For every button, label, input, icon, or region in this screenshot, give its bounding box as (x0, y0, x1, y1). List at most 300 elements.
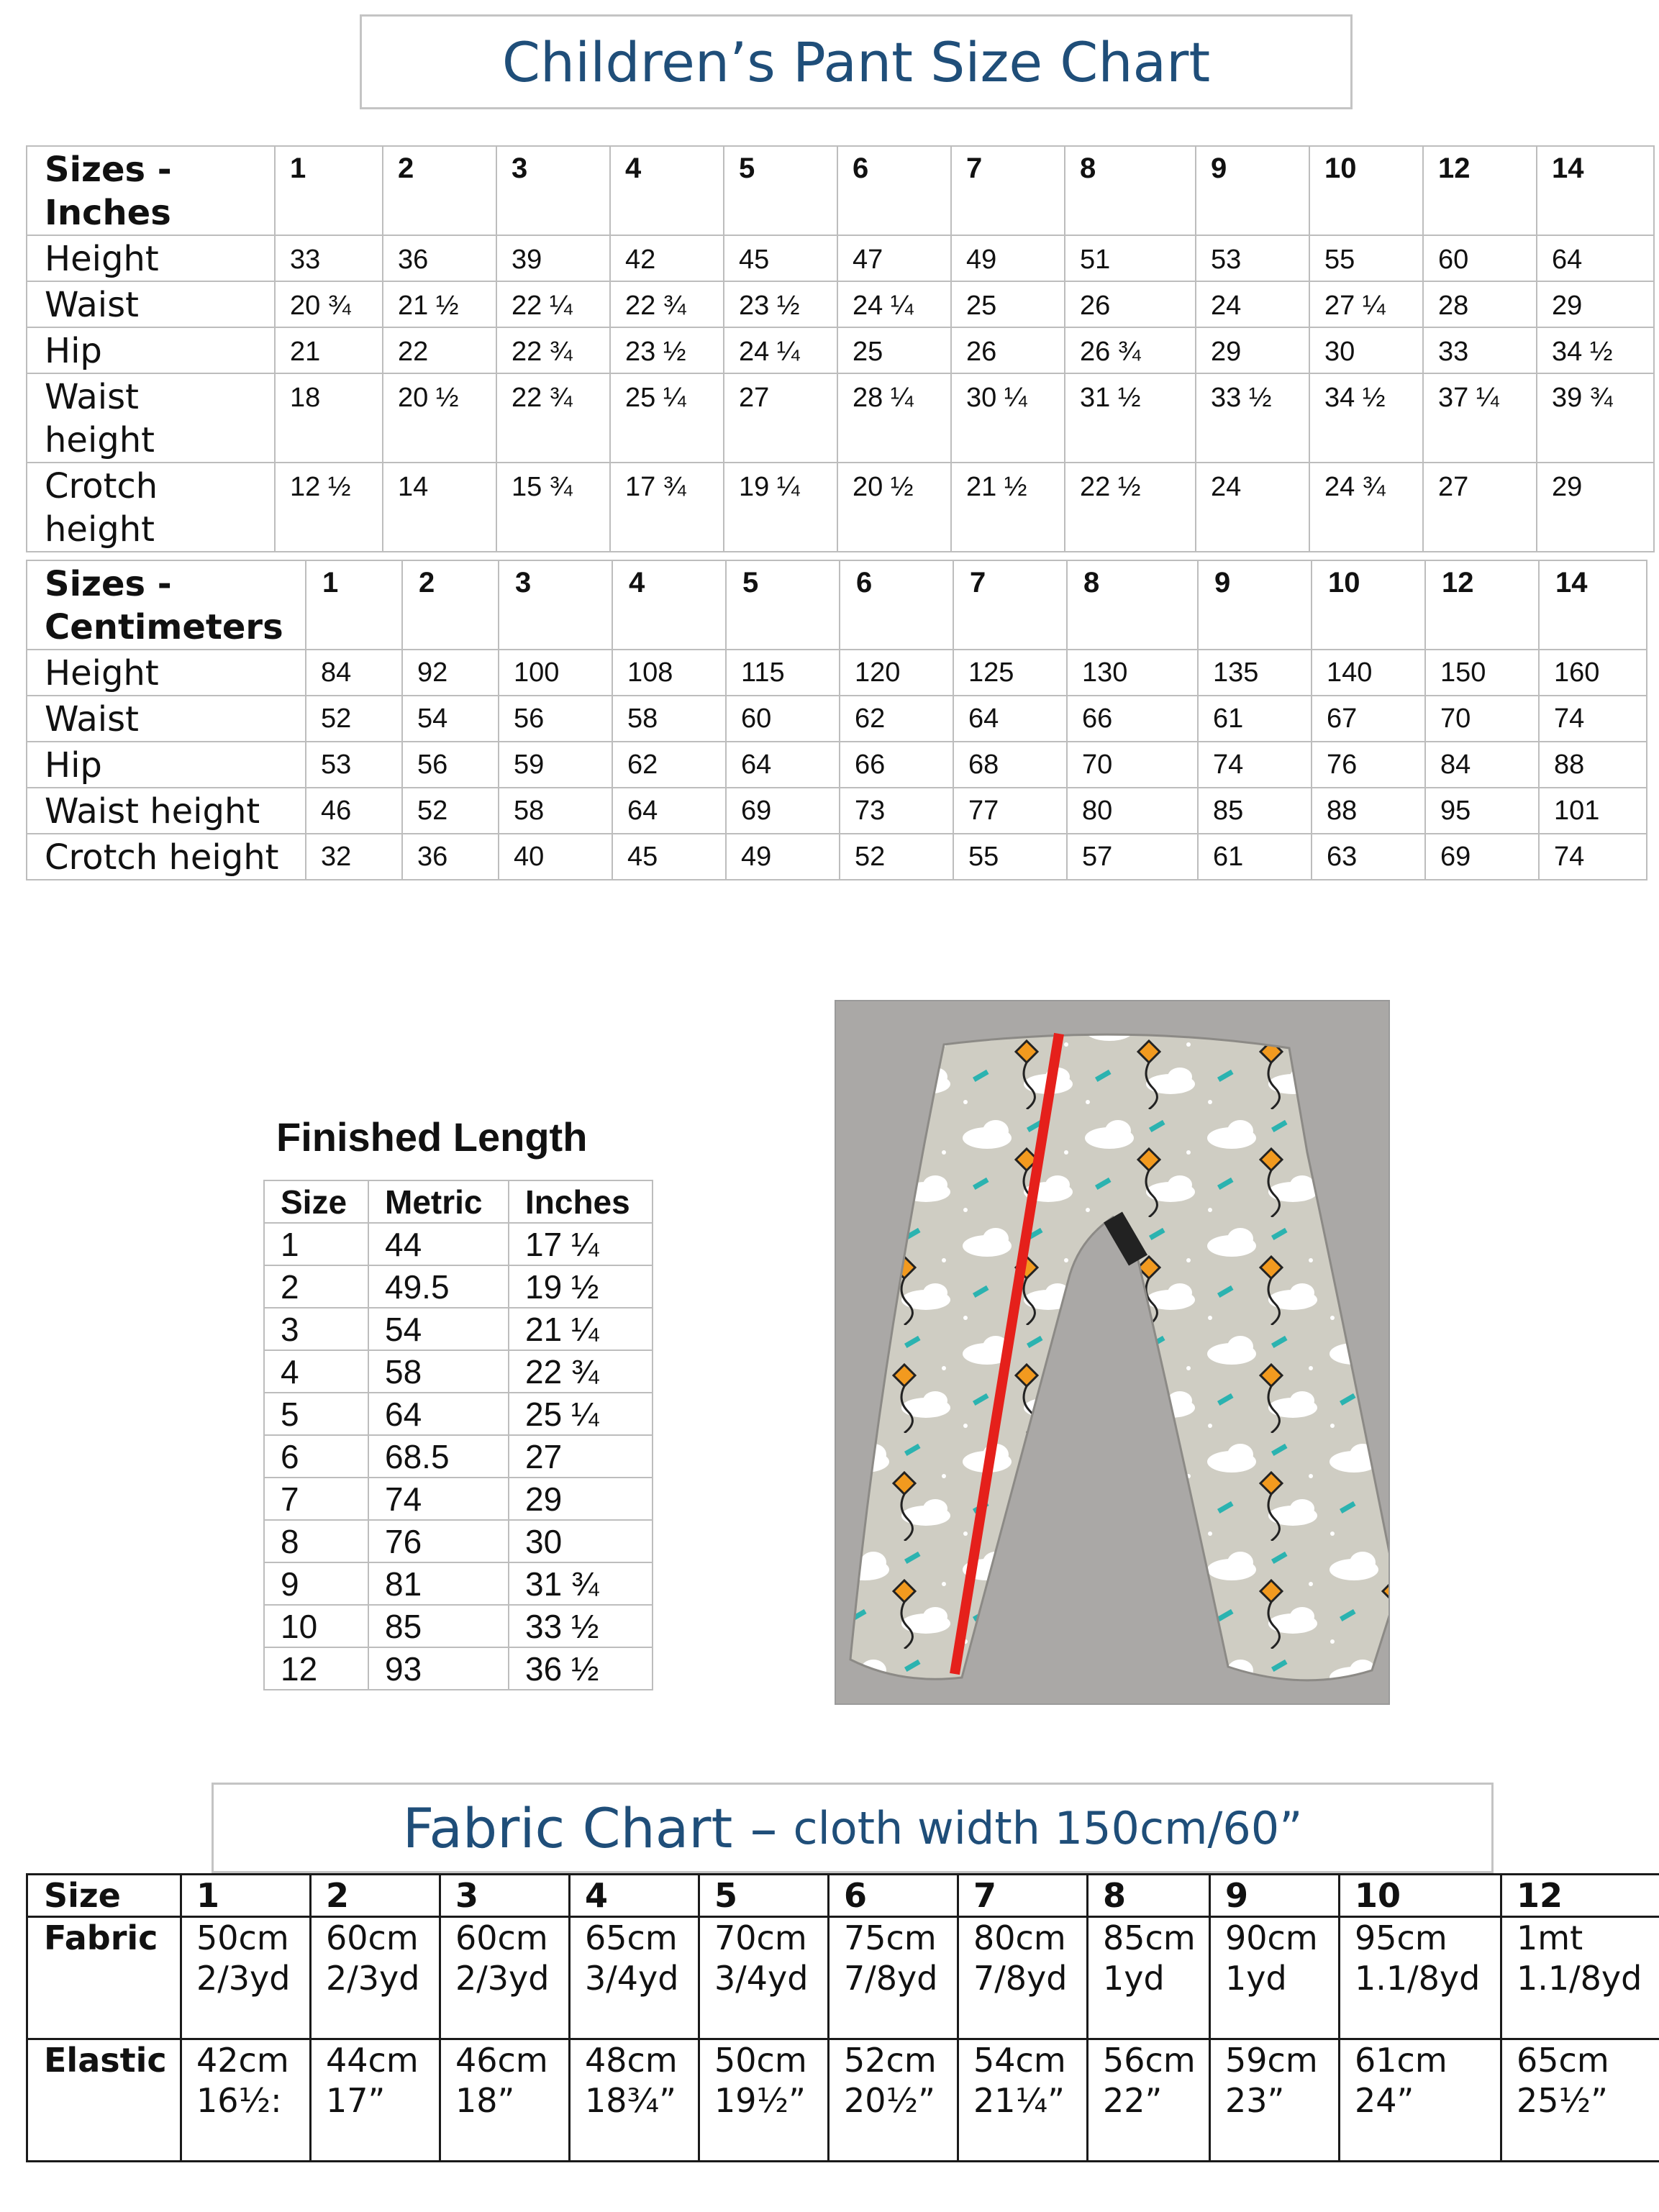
size-header: 6 (837, 146, 951, 235)
table-cell: 62 (612, 742, 726, 788)
cell-line: 1mt (1517, 1919, 1583, 1957)
cell-line: 23” (1225, 2081, 1285, 2120)
table-cell (958, 1917, 1088, 2039)
fabric-header-row (27, 1875, 1659, 1917)
table-cell: 17 ¾ (610, 463, 724, 552)
inches-size-table (26, 145, 1655, 552)
cell-line: 85cm (1103, 1919, 1196, 1957)
table-cell: 74 (1198, 742, 1312, 788)
table-cell: 45 (612, 834, 726, 880)
table-cell: 70 (1067, 742, 1198, 788)
row-label: Height (27, 235, 275, 281)
table-cell: 66 (840, 742, 953, 788)
table-cell: 39 (496, 235, 610, 281)
table-cell: 21 (275, 327, 383, 373)
table-cell: 44 (368, 1223, 509, 1265)
table-cell (440, 1917, 570, 2039)
size-header: 7 (951, 146, 1065, 235)
table-cell (958, 2039, 1088, 2162)
table-cell: 25 ¼ (509, 1393, 653, 1435)
size-header: 1 (181, 1875, 311, 1917)
table-row (27, 650, 1647, 696)
cell-line: 1.1/8yd (1355, 1959, 1481, 1998)
inches-header-label (27, 146, 275, 235)
table-cell: 130 (1067, 650, 1198, 696)
cell-line: 44cm (326, 2041, 419, 2080)
table-row (27, 2039, 1659, 2162)
table-cell: 22 (383, 327, 496, 373)
table-cell: 70 (1425, 696, 1539, 742)
table-cell: 45 (724, 235, 837, 281)
table-cell: 33 (275, 235, 383, 281)
cell-line: 50cm (714, 2041, 807, 2080)
table-cell: 5 (264, 1393, 368, 1435)
table-cell: 23 ½ (724, 281, 837, 327)
page-title-text: Children’s Pant Size Chart (501, 29, 1211, 94)
size-header: 9 (1198, 560, 1312, 650)
table-row (264, 1478, 653, 1520)
finished-length-table (263, 1180, 653, 1690)
table-cell: 63 (1312, 834, 1425, 880)
row-label: Elastic (27, 2039, 181, 2162)
table-cell: 64 (612, 788, 726, 834)
table-row (27, 281, 1654, 327)
table-cell: 69 (726, 788, 840, 834)
table-cell (440, 2039, 570, 2162)
size-header: 8 (1067, 560, 1198, 650)
cell-line: 48cm (585, 2041, 678, 2080)
table-cell: 9 (264, 1562, 368, 1605)
cm-header-label (27, 560, 306, 650)
header-label-line: Centimeters (45, 607, 283, 647)
table-cell: 49 (726, 834, 840, 880)
table-cell: 31 ¾ (509, 1562, 653, 1605)
cell-line: 21¼” (973, 2081, 1065, 2120)
table-cell: 55 (1309, 235, 1423, 281)
table-row (27, 463, 1654, 552)
table-cell: 54 (402, 696, 499, 742)
fabric-header-label: Size (27, 1875, 181, 1917)
table-cell: 73 (840, 788, 953, 834)
row-label: Hip (27, 327, 275, 373)
cell-line: 16½: (196, 2081, 282, 2120)
cell-line: 56cm (1103, 2041, 1196, 2080)
table-cell: 53 (1196, 235, 1309, 281)
table-cell: 40 (499, 834, 612, 880)
cell-line: 75cm (844, 1919, 937, 1957)
table-cell: 20 ¾ (275, 281, 383, 327)
centimeters-size-table (26, 560, 1647, 880)
table-cell: 15 ¾ (496, 463, 610, 552)
size-header: 6 (829, 1875, 958, 1917)
cell-line: 65cm (1517, 2041, 1609, 2080)
table-cell: 10 (264, 1605, 368, 1647)
table-cell: 26 ¾ (1065, 327, 1196, 373)
table-cell: 160 (1539, 650, 1647, 696)
table-cell: 29 (509, 1478, 653, 1520)
cell-line: 1yd (1103, 1959, 1165, 1998)
table-cell: 140 (1312, 650, 1425, 696)
inches-header-row (27, 146, 1654, 235)
table-cell: 33 ½ (1196, 373, 1309, 463)
size-header: 5 (699, 1875, 829, 1917)
table-row (27, 327, 1654, 373)
column-header: Size (264, 1180, 368, 1223)
table-cell (1501, 1917, 1659, 2039)
table-cell: 51 (1065, 235, 1196, 281)
cell-line: 52cm (844, 2041, 937, 2080)
table-cell: 28 (1423, 281, 1537, 327)
table-cell: 29 (1196, 327, 1309, 373)
table-cell: 74 (1539, 696, 1647, 742)
cell-line: 7/8yd (973, 1959, 1068, 1998)
table-cell (699, 1917, 829, 2039)
table-cell: 81 (368, 1562, 509, 1605)
table-cell: 84 (1425, 742, 1539, 788)
table-cell: 31 ½ (1065, 373, 1196, 463)
row-label-line: Crotch (45, 466, 158, 506)
table-cell: 39 ¾ (1537, 373, 1654, 463)
table-cell: 150 (1425, 650, 1539, 696)
size-header: 4 (610, 146, 724, 235)
row-label: Waist (27, 696, 306, 742)
table-cell (1340, 1917, 1501, 2039)
table-cell: 21 ½ (383, 281, 496, 327)
table-cell: 67 (1312, 696, 1425, 742)
header-label-line: Sizes - (45, 150, 172, 190)
table-cell: 77 (953, 788, 1067, 834)
row-label: Hip (27, 742, 306, 788)
page-title (360, 14, 1353, 109)
column-header: Metric (368, 1180, 509, 1223)
table-cell: 64 (953, 696, 1067, 742)
table-row (27, 742, 1647, 788)
table-row (27, 1917, 1659, 2039)
table-cell: 27 (509, 1435, 653, 1478)
table-cell: 24 ¾ (1309, 463, 1423, 552)
table-cell: 120 (840, 650, 953, 696)
table-cell: 20 ½ (383, 373, 496, 463)
table-cell: 24 (1196, 281, 1309, 327)
table-cell: 68 (953, 742, 1067, 788)
size-header: 10 (1340, 1875, 1501, 1917)
cell-line: 65cm (585, 1919, 678, 1957)
size-header: 12 (1501, 1875, 1659, 1917)
cell-line: 42cm (196, 2041, 289, 2080)
table-cell: 24 (1196, 463, 1309, 552)
table-cell: 49 (951, 235, 1065, 281)
cell-line: 80cm (973, 1919, 1066, 1957)
table-cell: 22 ¾ (509, 1350, 653, 1393)
table-cell: 29 (1537, 463, 1654, 552)
table-row (264, 1605, 653, 1647)
table-cell: 27 (724, 373, 837, 463)
header-label-line: Sizes - (45, 564, 172, 604)
row-label-line: height (45, 509, 155, 550)
table-cell: 47 (837, 235, 951, 281)
cell-line: 2/3yd (455, 1959, 550, 1998)
table-row (264, 1265, 653, 1308)
size-header: 12 (1425, 560, 1539, 650)
table-cell: 4 (264, 1350, 368, 1393)
table-row (264, 1520, 653, 1562)
cell-line: 60cm (326, 1919, 419, 1957)
table-cell: 125 (953, 650, 1067, 696)
cell-line: 3/4yd (585, 1959, 679, 1998)
table-row (27, 834, 1647, 880)
cell-line: 19½” (714, 2081, 806, 2120)
table-cell: 52 (840, 834, 953, 880)
table-cell: 76 (1312, 742, 1425, 788)
table-cell: 24 ¼ (837, 281, 951, 327)
table-cell: 52 (306, 696, 402, 742)
table-cell: 36 (383, 235, 496, 281)
table-cell (1340, 2039, 1501, 2162)
size-header: 10 (1309, 146, 1423, 235)
table-cell (181, 1917, 311, 2039)
size-header: 2 (402, 560, 499, 650)
cell-line: 54cm (973, 2041, 1066, 2080)
table-cell (699, 2039, 829, 2162)
table-cell: 24 ¼ (724, 327, 837, 373)
size-header: 8 (1065, 146, 1196, 235)
table-cell: 74 (368, 1478, 509, 1520)
cell-line: 1.1/8yd (1517, 1959, 1642, 1998)
table-cell: 49.5 (368, 1265, 509, 1308)
size-header: 3 (496, 146, 610, 235)
table-cell: 92 (402, 650, 499, 696)
size-header: 4 (612, 560, 726, 650)
size-header: 1 (306, 560, 402, 650)
table-cell: 21 ½ (951, 463, 1065, 552)
table-cell: 30 (509, 1520, 653, 1562)
table-cell: 57 (1067, 834, 1198, 880)
cell-line: 7/8yd (844, 1959, 938, 1998)
table-cell: 34 ½ (1309, 373, 1423, 463)
table-cell (311, 1917, 440, 2039)
table-cell (181, 2039, 311, 2162)
row-label: Crotch height (27, 834, 306, 880)
table-row (264, 1393, 653, 1435)
table-cell: 6 (264, 1435, 368, 1478)
cell-line: 60cm (455, 1919, 548, 1957)
table-cell: 25 (837, 327, 951, 373)
cell-line: 70cm (714, 1919, 807, 1957)
table-cell: 64 (1537, 235, 1654, 281)
size-header: 7 (953, 560, 1067, 650)
table-cell: 36 (402, 834, 499, 880)
table-cell: 60 (726, 696, 840, 742)
size-header: 9 (1196, 146, 1309, 235)
size-header: 12 (1423, 146, 1537, 235)
size-header: 4 (570, 1875, 699, 1917)
table-row (27, 235, 1654, 281)
table-cell (570, 2039, 699, 2162)
size-header: 14 (1539, 560, 1647, 650)
table-cell: 25 (951, 281, 1065, 327)
table-row (264, 1562, 653, 1605)
size-header: 1 (275, 146, 383, 235)
table-cell: 22 ½ (1065, 463, 1196, 552)
size-header: 2 (383, 146, 496, 235)
row-label: Waist height (27, 788, 306, 834)
table-cell: 36 ½ (509, 1647, 653, 1690)
table-cell: 85 (368, 1605, 509, 1647)
table-cell: 14 (383, 463, 496, 552)
cell-line: 2/3yd (326, 1959, 420, 1998)
row-label: Height (27, 650, 306, 696)
table-cell: 12 (264, 1647, 368, 1690)
table-cell (1088, 1917, 1210, 2039)
column-header: Inches (509, 1180, 653, 1223)
table-row (264, 1350, 653, 1393)
table-cell: 68.5 (368, 1435, 509, 1478)
table-cell: 2 (264, 1265, 368, 1308)
table-cell: 61 (1198, 834, 1312, 880)
table-row (27, 373, 1654, 463)
table-cell: 101 (1539, 788, 1647, 834)
table-cell: 55 (953, 834, 1067, 880)
table-cell: 18 (275, 373, 383, 463)
cell-line: 18” (455, 2081, 515, 2120)
table-cell: 60 (1423, 235, 1537, 281)
table-cell (1210, 1917, 1340, 2039)
cell-line: 59cm (1225, 2041, 1318, 2080)
cell-line: 95cm (1355, 1919, 1447, 1957)
table-cell: 22 ¾ (496, 327, 610, 373)
table-cell: 26 (1065, 281, 1196, 327)
table-row (27, 696, 1647, 742)
cell-line: 22” (1103, 2081, 1163, 2120)
table-cell: 32 (306, 834, 402, 880)
table-cell: 30 ¼ (951, 373, 1065, 463)
table-cell: 46 (306, 788, 402, 834)
table-cell: 59 (499, 742, 612, 788)
fabric-chart-table (26, 1873, 1659, 2162)
header-label-line: Inches (45, 193, 171, 233)
table-cell: 26 (951, 327, 1065, 373)
table-cell: 53 (306, 742, 402, 788)
row-label (27, 373, 275, 463)
table-cell: 69 (1425, 834, 1539, 880)
table-cell: 66 (1067, 696, 1198, 742)
table-row (264, 1223, 653, 1265)
table-cell: 37 ¼ (1423, 373, 1537, 463)
cell-line: 3/4yd (714, 1959, 809, 1998)
row-label: Fabric (27, 1917, 181, 2039)
table-cell: 33 ½ (509, 1605, 653, 1647)
table-cell: 62 (840, 696, 953, 742)
row-label-line: Waist (45, 377, 139, 417)
table-cell: 58 (368, 1350, 509, 1393)
table-cell: 42 (610, 235, 724, 281)
table-cell: 88 (1312, 788, 1425, 834)
size-header: 10 (1312, 560, 1425, 650)
table-cell: 1 (264, 1223, 368, 1265)
table-cell: 80 (1067, 788, 1198, 834)
table-cell: 61 (1198, 696, 1312, 742)
table-cell (570, 1917, 699, 2039)
table-cell: 19 ¼ (724, 463, 837, 552)
fabric-chart-subtitle: cloth width 150cm/60” (793, 1801, 1303, 1854)
table-cell: 28 ¼ (837, 373, 951, 463)
table-cell: 85 (1198, 788, 1312, 834)
table-cell: 22 ¾ (496, 373, 610, 463)
table-cell: 25 ¼ (610, 373, 724, 463)
table-cell (1088, 2039, 1210, 2162)
cell-line: 90cm (1225, 1919, 1318, 1957)
table-cell: 34 ½ (1537, 327, 1654, 373)
cell-line: 46cm (455, 2041, 548, 2080)
table-cell: 135 (1198, 650, 1312, 696)
table-cell: 19 ½ (509, 1265, 653, 1308)
table-cell: 64 (368, 1393, 509, 1435)
table-cell: 27 (1423, 463, 1537, 552)
size-header: 5 (726, 560, 840, 650)
table-cell (1501, 2039, 1659, 2162)
table-cell: 29 (1537, 281, 1654, 327)
table-row (264, 1308, 653, 1350)
row-label-line: height (45, 420, 155, 460)
table-cell: 54 (368, 1308, 509, 1350)
table-row (264, 1435, 653, 1478)
table-cell: 56 (499, 696, 612, 742)
table-cell: 17 ¼ (509, 1223, 653, 1265)
cell-line: 50cm (196, 1919, 289, 1957)
table-cell: 115 (726, 650, 840, 696)
table-cell (829, 2039, 958, 2162)
table-cell: 93 (368, 1647, 509, 1690)
finished-length-title: Finished Length (276, 1114, 588, 1160)
table-cell: 56 (402, 742, 499, 788)
size-header: 7 (958, 1875, 1088, 1917)
table-cell: 8 (264, 1520, 368, 1562)
cell-line: 2/3yd (196, 1959, 291, 1998)
cell-line: 61cm (1355, 2041, 1447, 2080)
size-header: 9 (1210, 1875, 1340, 1917)
table-cell: 64 (726, 742, 840, 788)
table-cell (311, 2039, 440, 2162)
table-cell: 22 ¼ (496, 281, 610, 327)
size-header: 8 (1088, 1875, 1210, 1917)
table-cell: 58 (612, 696, 726, 742)
size-header: 6 (840, 560, 953, 650)
table-cell: 33 (1423, 327, 1537, 373)
size-header: 3 (499, 560, 612, 650)
size-header: 14 (1537, 146, 1654, 235)
table-cell: 58 (499, 788, 612, 834)
table-cell: 108 (612, 650, 726, 696)
size-header: 2 (311, 1875, 440, 1917)
cell-line: 24” (1355, 2081, 1414, 2120)
cm-header-row (27, 560, 1647, 650)
row-label (27, 463, 275, 552)
cell-line: 17” (326, 2081, 386, 2120)
table-cell: 21 ¼ (509, 1308, 653, 1350)
pants-photo (835, 1000, 1390, 1705)
table-row (27, 788, 1647, 834)
table-cell: 52 (402, 788, 499, 834)
cell-line: 20½” (844, 2081, 935, 2120)
table-cell: 3 (264, 1308, 368, 1350)
fabric-chart-title-text: Fabric Chart – (402, 1795, 778, 1860)
size-header: 3 (440, 1875, 570, 1917)
table-cell: 7 (264, 1478, 368, 1520)
table-cell: 95 (1425, 788, 1539, 834)
cell-line: 1yd (1225, 1959, 1287, 1998)
table-cell: 74 (1539, 834, 1647, 880)
finished-length-header-row (264, 1180, 653, 1223)
